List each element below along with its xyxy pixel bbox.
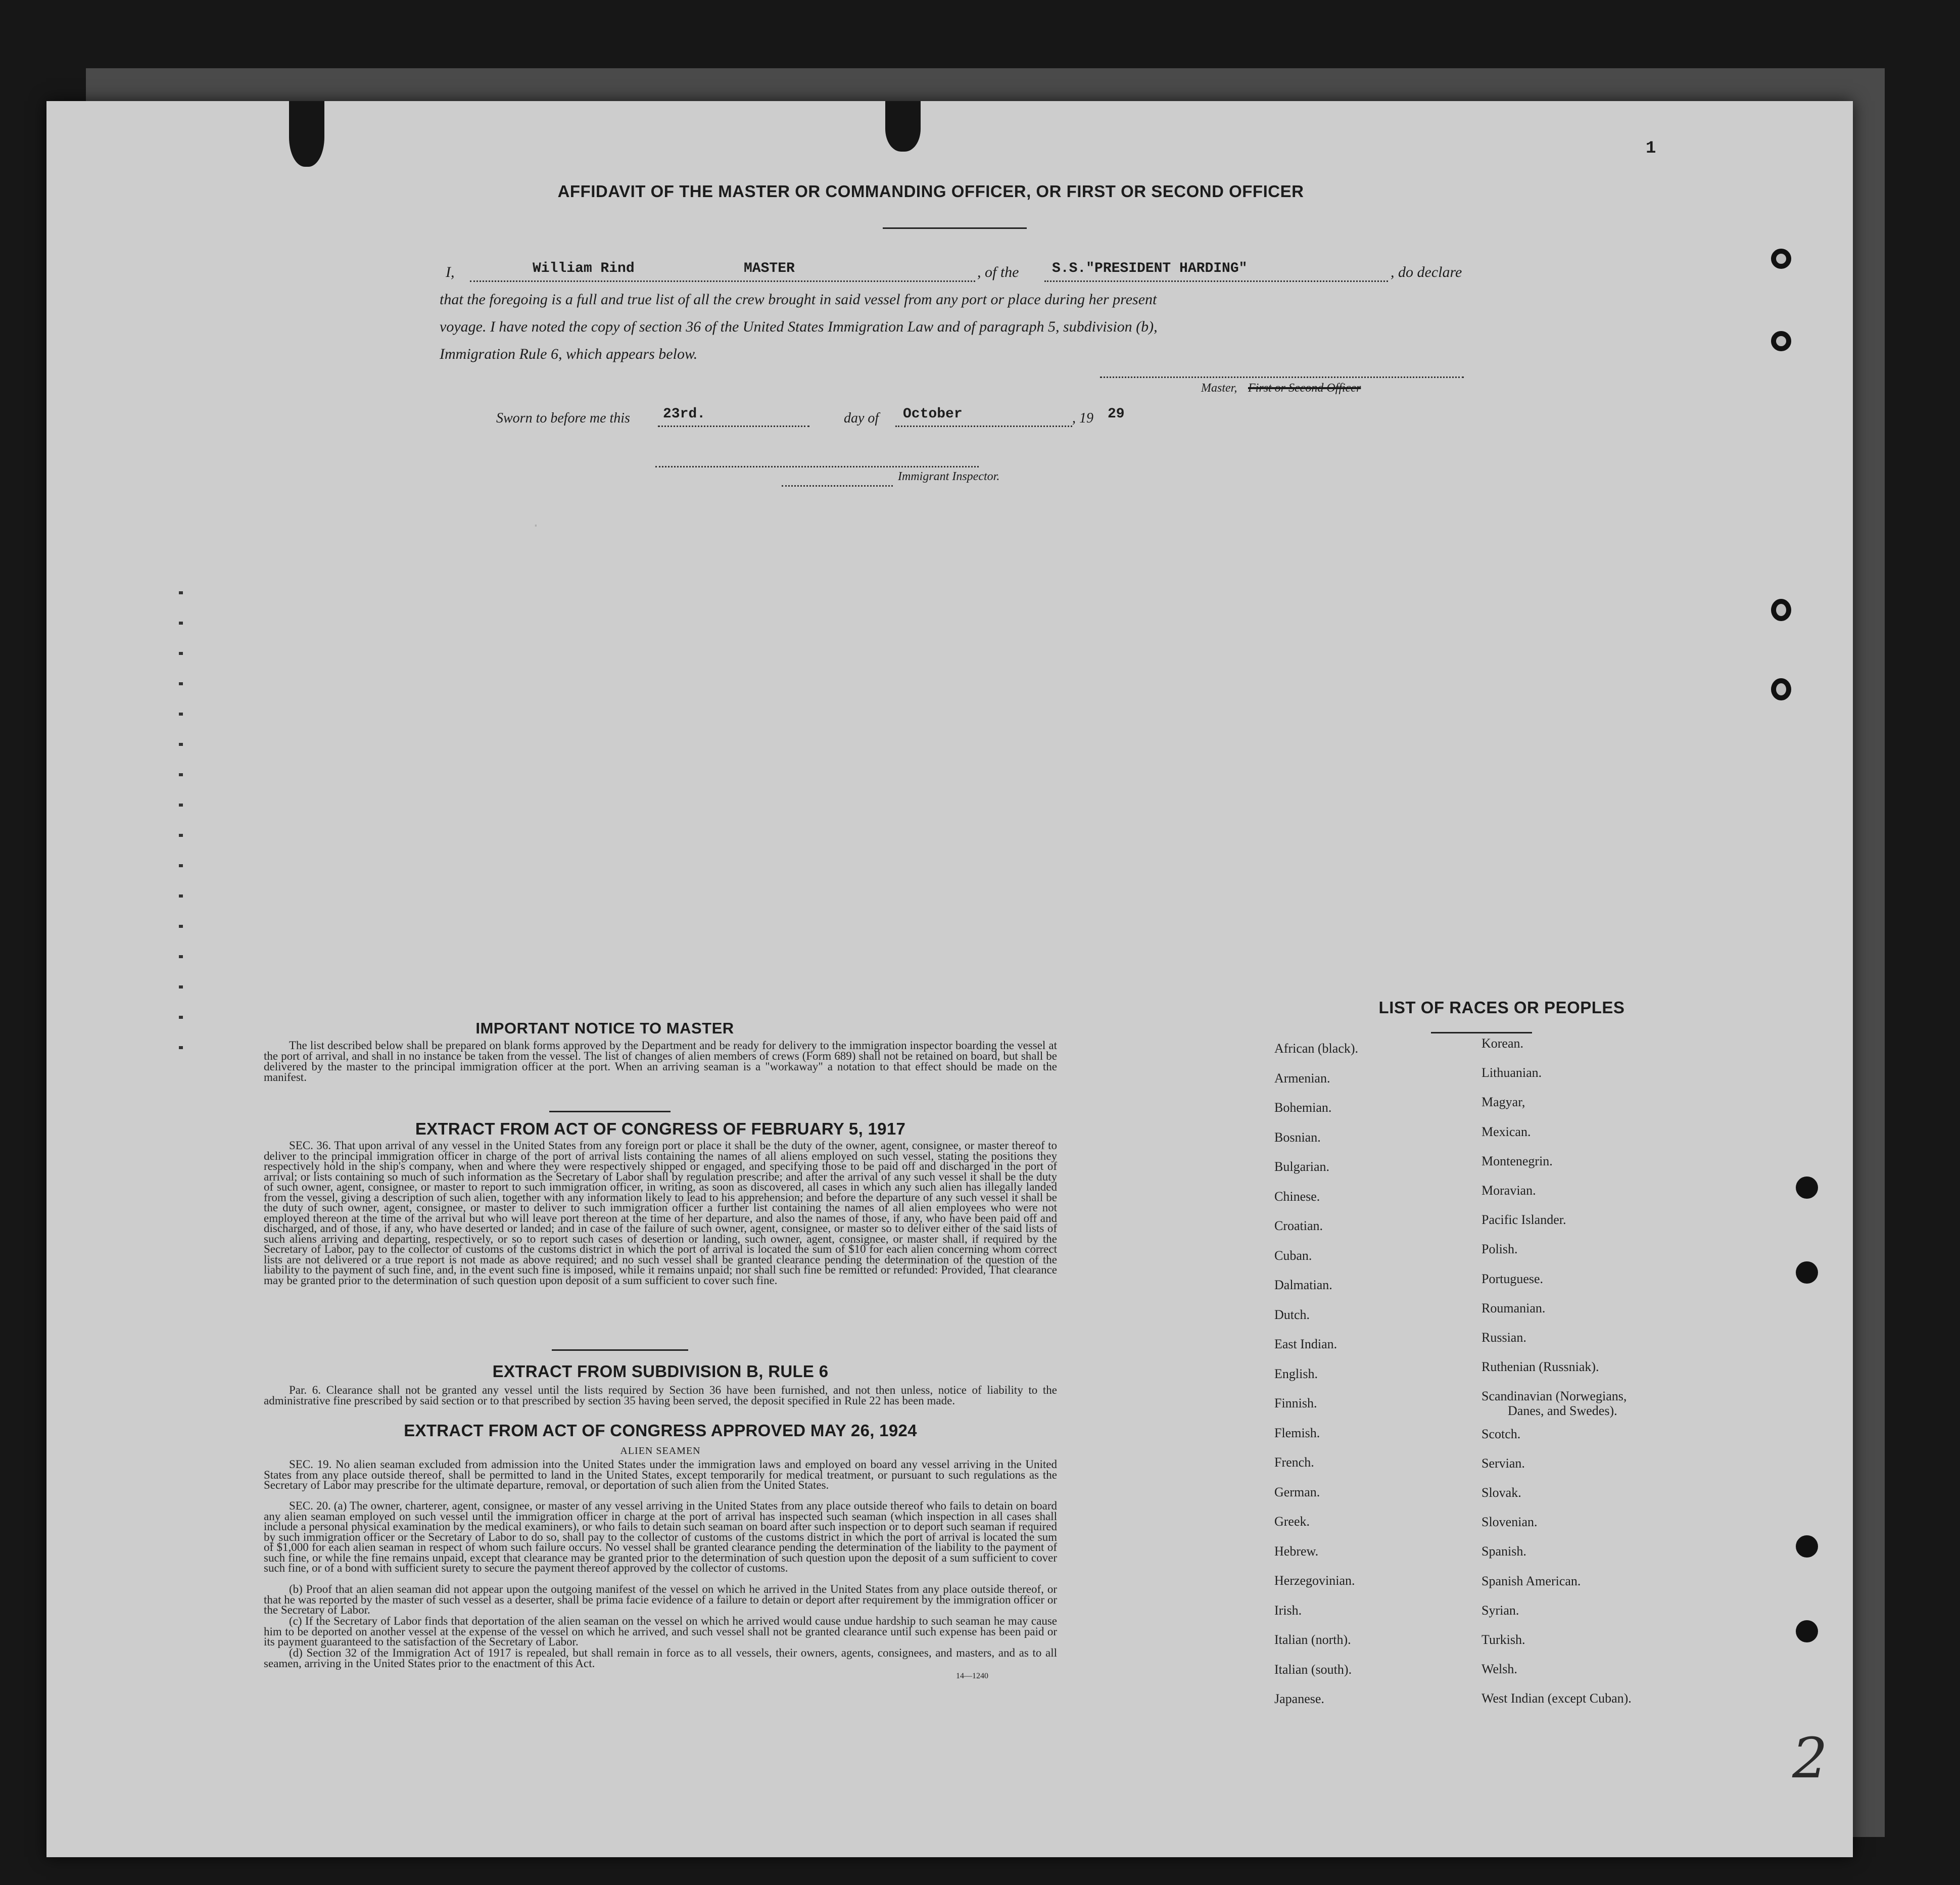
page-mark-bottom-right: 2 <box>1792 1726 1828 1790</box>
races-title: LIST OF RACES OR PEOPLES <box>1378 998 1625 1017</box>
race-item: Korean. <box>1481 1036 1524 1051</box>
race-item: Hebrew. <box>1274 1543 1319 1559</box>
race-item: Dutch. <box>1274 1307 1310 1322</box>
margin-tick <box>179 1046 183 1049</box>
extract-1924-subtitle: ALIEN SEAMEN <box>620 1445 701 1456</box>
race-item: Scandinavian (Norwegians, <box>1481 1389 1627 1404</box>
race-item: Bohemian. <box>1274 1100 1332 1115</box>
race-item: Greek. <box>1274 1514 1310 1529</box>
officer-rank: MASTER <box>744 261 795 276</box>
officer-name: William Rind <box>533 261 635 276</box>
extract-1917-body: SEC. 36. That upon arrival of any vessel in the United States from any foreign port or place it shall be the duty of the owner, agent, consignee, or master thereof to deliver to the principal immigration officer in charge of the port of arrival lists containing the names of all aliens employed on such vessel, stating the positions they respectively hold in the ship's company, when and where they were respectively shipped or engaged, and specifying those to be paid off and discharged in the port of arrival; or lists containing so much of such information as the Secretary of Labor shall by regulation prescribe; and after the arrival of any such vessel it shall be the duty of such owner, agent, consignee, or master to report to such immigration officer, in writing, as soon as discovered, all cases in which any such alien has illegally landed from the vessel, giving a description of such alien, together with any information likely to lead to his apprehension; and before the departure of any such vessel it shall be the duty of such owner, agent, consignee, or master to deliver to such immigration officer a further list containing the names of all alien employees who were not employed thereon at the time of the arrival but who will leave port thereon at the time of her departure, and also the names of those, if any, who have been paid off and discharged, and of those, if any, who have deserted or landed; and in case of the failure of such owner, agent, consignee, or master so to deliver either of the said lists of such aliens arriving and departing, respectively, or so to report such cases of desertion or landing, such owner, agent, consignee, or master shall, if required by the Secretary of Labor, pay to the collector of customs of the customs district in which the port of arrival is located the sum of $10 for each alien concerning whom correct lists are not delivered or a true report is not made as above required; and no such vessel shall be granted clearance pending the determination of the question of the liability to the payment of such fine, and, in the event such fine is imposed, while it remains unpaid; nor shall such fine be remitted or refunded: Provided, That clearance may be granted prior to the determination of such question upon deposit of a sum sufficient to cover such fine. <box>264 1139 1057 1287</box>
race-item: Scotch. <box>1481 1426 1521 1441</box>
sworn-month: October <box>903 406 963 422</box>
punch-hole <box>1771 249 1791 269</box>
sworn-prefix: Sworn to before me this <box>496 410 630 426</box>
affidavit-line-3: voyage. I have noted the copy of section 36 of the United States Immigration Law and of paragraph 5, subdivision (b), <box>440 318 1158 335</box>
race-item: Herzegovinian. <box>1274 1573 1355 1588</box>
extract-1924-sec20d: (d) Section 32 of the Immigration Act of 1917 is repealed, but shall remain in force as to all vessels, their owners, agents, consignees, and masters, and as to all seamen, arriving in the United States prior to the enactment of this Act. <box>264 1646 1057 1670</box>
extract-1924-sec20c: (c) If the Secretary of Labor finds that deportation of the alien seaman on the vessel on which he arrived would cause undue hardship to such seaman he may cause him to be deported on another vessel at the expense of the vessel on which he arrived, and such vessel shall not be granted clearance until such expense has been paid or its payment guaranteed to the satisfaction of the Secretary of Labor. <box>264 1615 1057 1648</box>
notice-rule <box>549 1111 671 1112</box>
document-page <box>46 101 1853 1857</box>
binding-tab-left <box>289 101 324 167</box>
race-item: West Indian (except Cuban). <box>1481 1691 1632 1706</box>
extract-1917-rule <box>552 1349 688 1351</box>
race-item: Spanish American. <box>1481 1573 1581 1588</box>
margin-tick <box>179 955 183 958</box>
margin-tick <box>179 894 183 898</box>
race-item: Cuban. <box>1274 1248 1312 1263</box>
sworn-year: 29 <box>1108 406 1125 422</box>
race-item: Armenian. <box>1274 1070 1330 1086</box>
affidavit-title: AFFIDAVIT OF THE MASTER OR COMMANDING OFFICER, OR FIRST OR SECOND OFFICER <box>557 182 1304 201</box>
form-number: 14—1240 <box>956 1672 988 1680</box>
race-item: Italian (north). <box>1274 1632 1351 1647</box>
bleed-through-text: . <box>532 515 540 531</box>
margin-tick <box>179 834 183 837</box>
punch-hole <box>1771 599 1791 621</box>
race-item: Slovak. <box>1481 1485 1521 1500</box>
extract-1924-sec19: SEC. 19. No alien seaman excluded from admission into the United States under the immigration laws and employed on board any vessel arriving in the United States from any place outside thereof, shall be permitted to land in the United States, except temporarily for medical treatment, or pursuant to such regulations as the Secretary of Labor may prescribe for the ultimate departure, removal, or deportation of such alien from the United States. <box>264 1458 1057 1491</box>
punch-hole <box>1796 1535 1818 1558</box>
margin-tick <box>179 985 183 988</box>
race-item: Moravian. <box>1481 1183 1536 1198</box>
race-item: Italian (south). <box>1274 1662 1352 1677</box>
extract-1924-sec20a: SEC. 20. (a) The owner, charterer, agent, consignee, or master of any vessel arriving in the United States from any place outside thereof who fails to detain on board any alien seaman employed on such vessel until the immigration officer in charge at the port of arrival has inspected such seaman (which inspection in all cases shall include a personal physical examination by the medical examiners), or who fails to detain such seaman on board after such inspection or to deport such seaman if required by such immigration officer or the Secretary of Labor to do so, shall pay to the collector of customs of the customs district in which the port of arrival is located the sum of $1,000 for each alien seaman in respect of whom such failure occurs. No vessel shall be granted clearance pending the determination of the liability to the payment of such fine, or while the fine remains unpaid, except that clearance may be granted prior to the determination of such question upon the deposit of a sum sufficient to cover such fine, or of a bond with sufficient surety to secure the payment thereof approved by the collector of customs. <box>264 1499 1057 1574</box>
race-item: Flemish. <box>1274 1425 1320 1440</box>
race-item: German. <box>1274 1484 1320 1499</box>
race-item: African (black). <box>1274 1041 1359 1056</box>
sworn-day: 23rd. <box>663 406 706 422</box>
margin-tick <box>179 773 183 776</box>
notice-title: IMPORTANT NOTICE TO MASTER <box>475 1019 734 1037</box>
race-item: Portuguese. <box>1481 1271 1544 1286</box>
signature-caption: Master, <box>1201 382 1237 395</box>
binding-tab-center <box>885 101 921 152</box>
race-item: East Indian. <box>1274 1337 1337 1351</box>
punch-hole <box>1771 678 1791 700</box>
extract-1924-sec20b: (b) Proof that an alien seaman did not appear upon the outgoing manifest of the vessel on which he arrived in the United States from any place outside thereof, or that he was reported by the master of such vessel as a deserter, shall be prima facie evidence of a failure to detain or deport after requirement by the immigration officer or the Secretary of Labor. <box>264 1583 1057 1616</box>
rule-6-title: EXTRACT FROM SUBDIVISION B, RULE 6 <box>492 1362 829 1381</box>
margin-tick <box>179 713 183 716</box>
affidavit-declare: , do declare <box>1391 264 1462 280</box>
signature-line <box>1100 376 1464 378</box>
race-item: Montenegrin. <box>1481 1153 1553 1168</box>
margin-tick <box>179 1016 183 1019</box>
race-item: Bosnian. <box>1274 1129 1321 1145</box>
race-item: Ruthenian (Russniak). <box>1481 1359 1599 1375</box>
margin-tick <box>179 622 183 625</box>
races-right-column <box>1481 1036 1764 1713</box>
race-item: Irish. <box>1274 1603 1302 1618</box>
race-item: Bulgarian. <box>1274 1159 1330 1174</box>
race-item: Japanese. <box>1274 1691 1324 1706</box>
sworn-day-of: day of <box>844 410 879 426</box>
race-item: Polish. <box>1481 1242 1518 1257</box>
race-item: Finnish. <box>1274 1396 1317 1410</box>
races-title-rule <box>1431 1032 1532 1033</box>
race-item: Lithuanian. <box>1481 1065 1542 1080</box>
rule-6-body: Par. 6. Clearance shall not be granted any vessel until the lists required by Section 36 have been furnished, and not then unless, notice of liability to the administrative fine prescribed by said section or to that prescribed by section 35 having been served, the deposit specified in Rule 22 has been made. <box>264 1384 1057 1407</box>
inspector-line-upper <box>655 466 979 467</box>
race-item: Syrian. <box>1481 1603 1519 1618</box>
margin-tick <box>179 652 183 655</box>
race-item: Spanish. <box>1481 1544 1526 1559</box>
sworn-day-line <box>658 426 809 427</box>
extract-1924-title: EXTRACT FROM ACT OF CONGRESS APPROVED MAY 26, 1924 <box>404 1421 917 1440</box>
race-item: English. <box>1274 1366 1318 1381</box>
race-item: Slovenian. <box>1481 1515 1538 1530</box>
race-item: Magyar, <box>1481 1095 1525 1110</box>
affidavit-i: I, <box>446 264 455 280</box>
officer-name-line <box>470 280 975 282</box>
race-item: Turkish. <box>1481 1632 1525 1647</box>
race-item: Pacific Islander. <box>1481 1212 1566 1228</box>
sworn-month-line <box>895 426 1072 427</box>
punch-hole <box>1796 1176 1818 1199</box>
sworn-year-prefix: , 19 <box>1072 410 1093 426</box>
affidavit-of-the: , of the <box>977 264 1019 280</box>
page-mark-top-right: 1 <box>1646 139 1656 158</box>
race-item: Welsh. <box>1481 1662 1517 1677</box>
margin-tick <box>179 925 183 928</box>
vessel-name: S.S."PRESIDENT HARDING" <box>1052 261 1248 276</box>
race-item: Mexican. <box>1481 1124 1531 1139</box>
notice-body: The list described below shall be prepared on blank forms approved by the Department and be ready for delivery to the immigration inspector boarding the vessel at the port of arrival, and shall in no instance be taken from the vessel. The list of changes of alien members of crews (Form 689) shall not be retained on board, but shall be delivered by the master to the principal immigration officer at the port. When an arriving seaman is a "workaway" a notation to that effect should be made on the manifest. <box>264 1039 1057 1083</box>
affidavit-line-4: Immigration Rule 6, which appears below. <box>440 346 698 362</box>
margin-tick <box>179 682 183 685</box>
vessel-line <box>1044 280 1388 282</box>
punch-hole <box>1796 1261 1818 1284</box>
punch-hole <box>1771 331 1791 351</box>
margin-tick <box>179 864 183 867</box>
race-item: Roumanian. <box>1481 1300 1546 1315</box>
extract-1917-title: EXTRACT FROM ACT OF CONGRESS OF FEBRUARY 5, 1917 <box>415 1119 906 1138</box>
races-left-column <box>1274 1041 1476 1713</box>
inspector-caption: Immigrant Inspector. <box>898 470 1000 483</box>
race-item: Russian. <box>1481 1330 1526 1345</box>
race-item: Dalmatian. <box>1274 1278 1332 1292</box>
signature-struck: First or Second Officer <box>1248 382 1361 395</box>
affidavit-line-2: that the foregoing is a full and true list of all the crew brought in said vessel from any port or place during her present <box>440 291 1157 308</box>
title-rule <box>883 227 1027 229</box>
margin-tick <box>179 804 183 807</box>
inspector-line <box>782 485 893 487</box>
race-item: Croatian. <box>1274 1218 1323 1233</box>
margin-tick <box>179 591 183 594</box>
race-item: French. <box>1274 1455 1314 1470</box>
margin-tick <box>179 743 183 746</box>
punch-hole <box>1796 1620 1818 1642</box>
race-item: Chinese. <box>1274 1189 1320 1204</box>
race-item: Servian. <box>1481 1455 1525 1471</box>
race-item: Danes, and Swedes). <box>1508 1403 1617 1418</box>
